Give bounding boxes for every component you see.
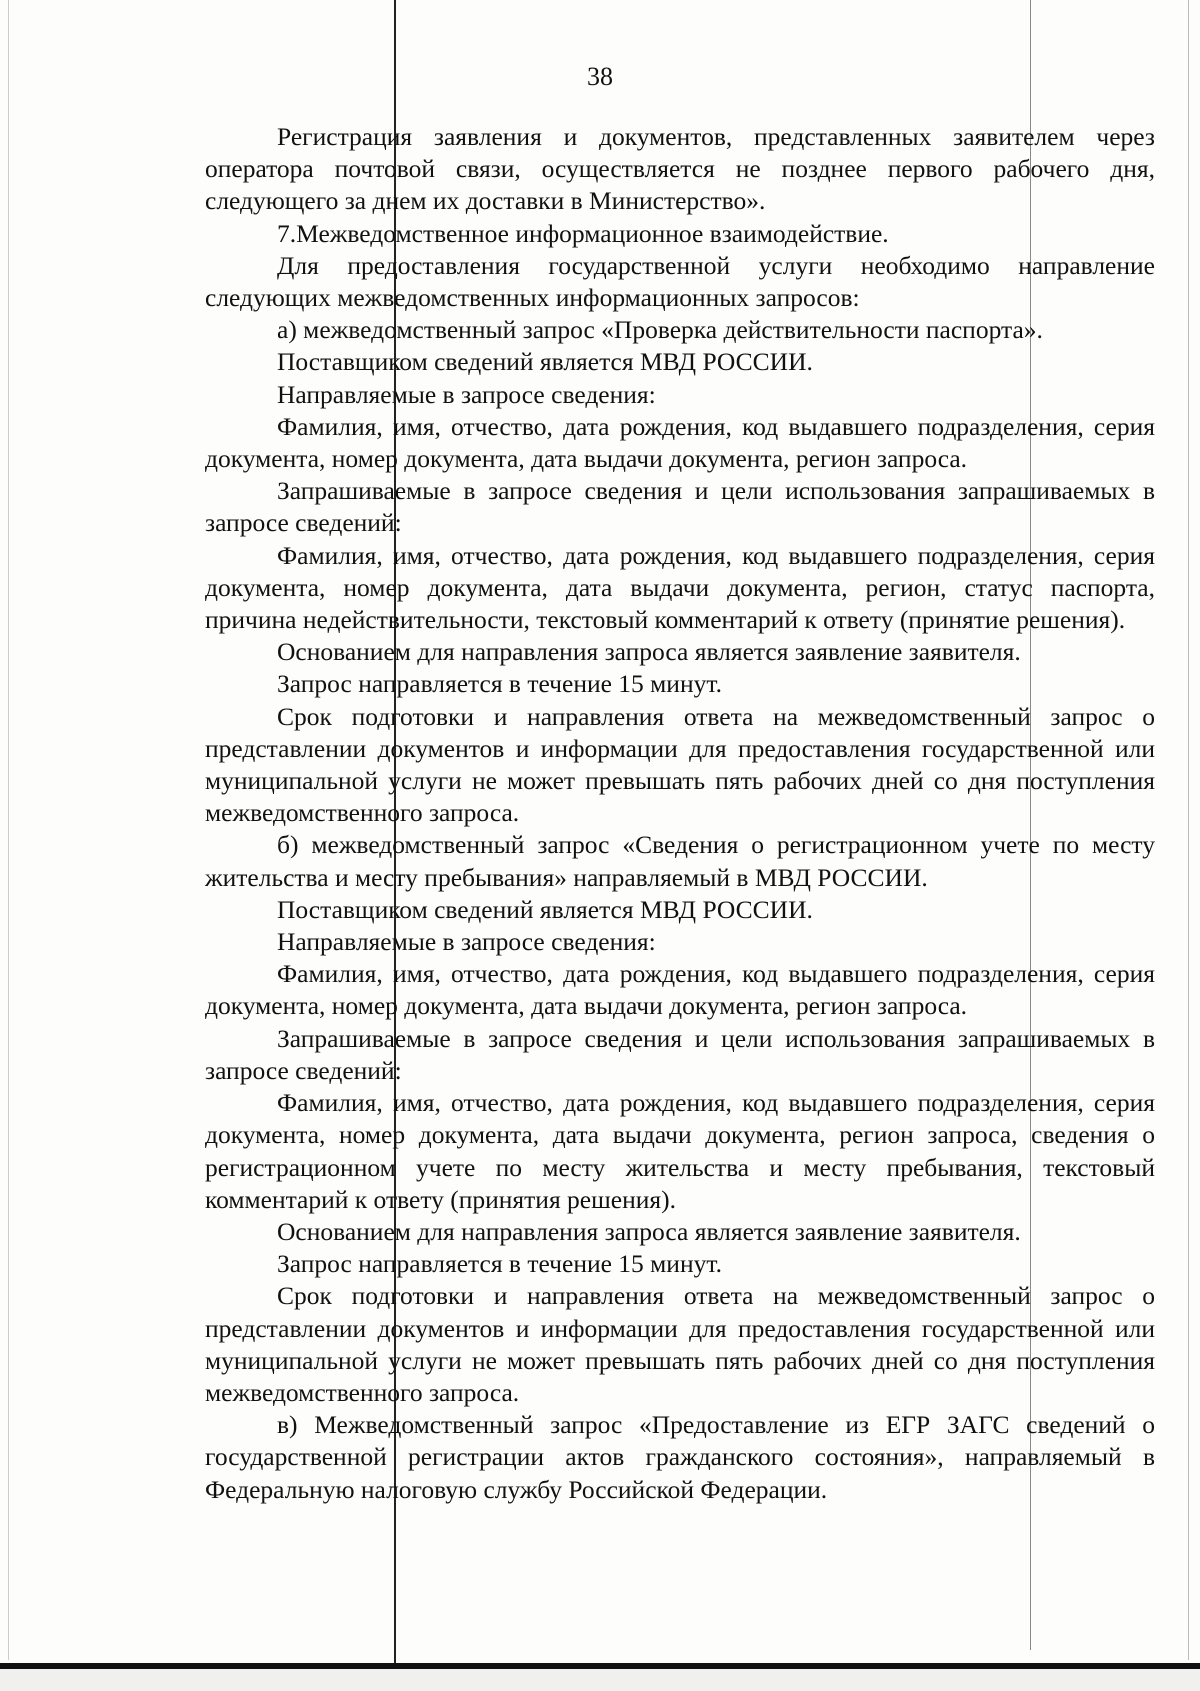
paragraph: Направляемые в запросе сведения: [277, 379, 656, 409]
paragraph: Срок подготовки и направления ответа на межведомственный запрос о представлении документов и информации для предоставления государственной или муниципальной услуги не может превышать пять рабочих дней со дня поступления межведомственного запроса. [205, 701, 1155, 828]
paragraph: Поставщиком сведений является МВД РОССИИ. [277, 894, 813, 924]
paragraph: Запрашиваемые в запросе сведения и цели использования запрашиваемых в запросе сведений: [205, 1023, 1155, 1085]
scan-artifact-line [8, 0, 9, 1660]
paragraph: Срок подготовки и направления ответа на межведомственный запрос о представлении документов и информации для предоставления государственной или муниципальной услуги не может превышать пять рабочих дней со дня поступления межведомственного запроса. [205, 1281, 1155, 1407]
page-number: 38 [587, 62, 613, 91]
document-body [205, 121, 1155, 1506]
scan-artifact-line [1188, 0, 1189, 1660]
paragraph: Поставщиком сведений является МВД РОССИИ. [277, 347, 813, 377]
paragraph: Запрос направляется в течение 15 минут. [277, 669, 722, 699]
paragraph: а) межведомственный запрос «Проверка действительности паспорта». [277, 315, 1043, 345]
paragraph: Фамилия, имя, отчество, дата рождения, код выдавшего подразделения, серия документа, номер документа, дата выдачи документа, регион запроса. [205, 411, 1155, 474]
paragraph: в) Межведомственный запрос «Предоставление из ЕГР ЗАГС сведений о государственной регистрации актов гражданского состояния», направляемый в Федеральную налоговую службу Российской Федерации. [205, 1410, 1155, 1504]
paragraph: Запрос направляется в течение 15 минут. [277, 1249, 722, 1279]
paragraph: б) межведомственный запрос «Сведения о регистрационном учете по месту жительства и месту пребывания» направляемый в МВД РОССИИ. [205, 830, 1155, 892]
paragraph: Для предоставления государственной услуги необходимо направление следующих межведомственных информационных запросов: [205, 250, 1155, 313]
paragraph: Регистрация заявления и документов, представленных заявителем через оператора почтовой связи, осуществляется не позднее первого рабочего дня, следующего за днем их доставки в Министерство». [205, 122, 1155, 216]
paragraph: Фамилия, имя, отчество, дата рождения, код выдавшего подразделения, серия документа, номер документа, дата выдачи документа, регион запроса, сведения о регистрационном учете по месту жительства и месту пребывания, текстовый комментарий к ответу (принятия решения). [205, 1088, 1155, 1214]
paragraph: Фамилия, имя, отчество, дата рождения, код выдавшего подразделения, серия документа, номер документа, дата выдачи документа, регион, статус паспорта, причина недействительности, текстовый комментарий к ответу (принятие решения). [205, 540, 1155, 635]
paragraph: Основанием для направления запроса является заявление заявителя. [277, 1216, 1021, 1246]
section-heading: 7.Межведомственное информационное взаимодействие. [277, 218, 889, 248]
paragraph: Направляемые в запросе сведения: [277, 927, 656, 957]
paragraph: Фамилия, имя, отчество, дата рождения, код выдавшего подразделения, серия документа, номер документа, дата выдачи документа, регион запроса. [205, 959, 1155, 1021]
paragraph: Запрашиваемые в запросе сведения и цели использования запрашиваемых в запросе сведений: [205, 476, 1155, 538]
paragraph: Основанием для направления запроса является заявление заявителя. [277, 637, 1021, 667]
scan-bottom-margin [0, 1669, 1200, 1691]
